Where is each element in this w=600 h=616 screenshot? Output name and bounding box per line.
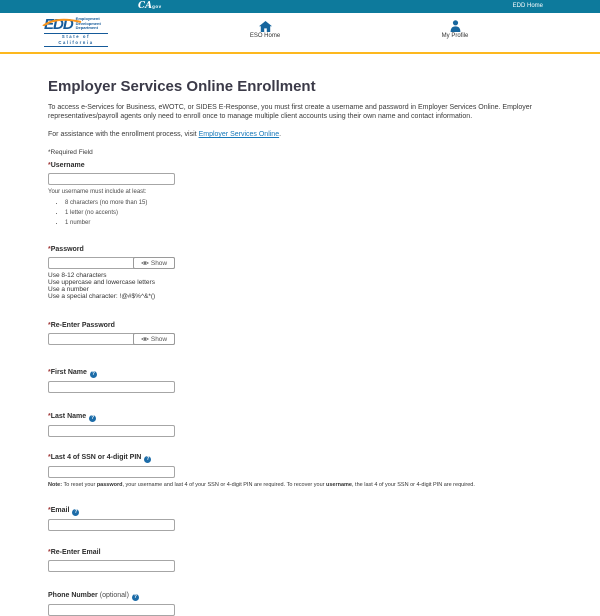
edd-logo-line2: Development <box>75 20 101 26</box>
phone-input[interactable] <box>48 604 175 616</box>
password-hint-line: Use uppercase and lowercase letters <box>48 279 155 286</box>
password-hint-line: Use 8-12 characters <box>48 272 107 279</box>
nav-eso-home[interactable] <box>240 19 290 39</box>
required-marker: * <box>48 548 51 556</box>
username-hint-item: • 1 number <box>65 220 556 226</box>
person-icon <box>430 19 480 31</box>
note-text: , your username and last 4 of your SSN or 4-digit PIN are required. To recover your <box>122 482 326 488</box>
first-name-group <box>48 369 556 393</box>
help-icon[interactable]: ? <box>146 456 150 462</box>
note-text: To reset your <box>62 482 97 488</box>
ca-gov-logo-sub: gov <box>152 4 162 9</box>
last-name-group <box>48 413 556 437</box>
required-marker: * <box>48 246 51 253</box>
phone-optional-text: (optional) <box>99 591 129 599</box>
reenter-email-label <box>48 549 556 557</box>
email-label <box>48 507 556 516</box>
required-marker: * <box>48 369 51 376</box>
ssn-pin-label-text: Last 4 of SSN or 4-digit PIN <box>50 454 142 461</box>
note-bold: Note: <box>48 482 63 488</box>
help-icon[interactable]: ? <box>133 593 137 600</box>
required-marker: * <box>48 454 51 461</box>
last-name-label <box>48 413 556 422</box>
page-title: Employer Services Online Enrollment <box>48 78 316 95</box>
first-name-input[interactable] <box>48 381 175 393</box>
help-icon[interactable]: ? <box>91 371 95 377</box>
home-icon <box>240 19 290 31</box>
username-hint-item: • 8 characters (no more than 15) <box>65 200 556 206</box>
password-hints <box>48 272 556 300</box>
edd-logo-line1: Employment <box>75 16 100 21</box>
utility-bar <box>0 0 600 13</box>
username-hint-item: • 1 letter (no accents) <box>65 210 556 216</box>
employer-services-online-link[interactable]: Employer Services Online <box>198 131 280 138</box>
note-text: , the last 4 of your SSN or 4-digit PIN are required. <box>352 482 475 488</box>
username-hint-intro: Your username must include at least: <box>48 189 147 195</box>
password-hint-line: Use a number <box>48 286 89 293</box>
password-hint-line: Use a special character: !@#$%^&*() <box>48 293 156 300</box>
ssn-pin-group <box>48 454 556 489</box>
intro-paragraph: To access e-Services for Business, eWOTC, or SIDES E-Response, you must first create a username and password in Employer Services Online. Employer representatives/payroll agents only need to enroll once to manage multiple client accounts using their own name and contact information. <box>48 104 532 120</box>
email-group <box>48 507 556 531</box>
help-icon[interactable]: ? <box>74 508 78 515</box>
reenter-password-label <box>48 322 556 330</box>
reenter-email-label-text: Re-Enter Email <box>50 548 101 556</box>
assistance-suffix: . <box>279 131 282 138</box>
password-show-button[interactable] <box>133 257 175 269</box>
assistance-line <box>48 130 556 139</box>
reenter-password-label-text: Re-Enter Password <box>50 322 115 329</box>
ssn-pin-label <box>48 454 556 463</box>
reenter-email-input[interactable] <box>48 560 175 572</box>
note-bold: password <box>96 482 123 488</box>
username-label <box>48 162 556 170</box>
enrollment-form-page <box>48 54 556 616</box>
ssn-pin-note <box>48 482 556 489</box>
username-group <box>48 162 556 226</box>
edd-home-link[interactable]: EDD Home <box>512 3 543 9</box>
nav-my-profile-label: My Profile <box>441 33 469 39</box>
ca-gov-logo-text: CA <box>138 1 153 11</box>
last-name-label-text: Last Name <box>50 413 87 420</box>
help-icon[interactable]: ? <box>91 415 95 421</box>
phone-label <box>48 592 556 601</box>
required-marker: * <box>48 413 51 420</box>
main-header <box>0 13 600 52</box>
nav-my-profile[interactable] <box>430 19 480 39</box>
edd-logo-swoosh-icon <box>42 13 82 31</box>
username-label-text: Username <box>50 162 85 169</box>
edd-logo-line3: Department <box>75 25 98 31</box>
password-label <box>48 246 556 254</box>
first-name-label-text: First Name <box>50 369 87 376</box>
email-label-text: Email <box>50 506 70 514</box>
reenter-password-group <box>48 322 556 345</box>
ca-gov-logo[interactable] <box>138 0 162 13</box>
required-marker: * <box>48 162 51 169</box>
nav-eso-home-label: ESO Home <box>249 33 281 39</box>
username-hint-list <box>48 200 556 226</box>
eye-icon <box>141 336 149 342</box>
ssn-pin-input[interactable] <box>48 466 175 478</box>
username-input[interactable] <box>48 173 175 185</box>
required-marker: * <box>48 506 51 514</box>
edd-logo-acronym: EDD <box>44 15 73 33</box>
assistance-prefix: For assistance with the enrollment process, visit <box>48 131 199 138</box>
required-marker: * <box>48 322 51 329</box>
last-name-input[interactable] <box>48 425 175 437</box>
password-label-text: Password <box>50 246 84 253</box>
password-group <box>48 246 556 300</box>
required-field-note: *Required Field <box>48 149 93 156</box>
email-input[interactable] <box>48 519 175 531</box>
reenter-password-show-button[interactable] <box>133 333 175 345</box>
edd-logo[interactable] <box>44 17 108 47</box>
note-bold: username <box>326 482 352 488</box>
edd-logo-tagline: State of California <box>44 33 108 47</box>
first-name-label <box>48 369 556 378</box>
eye-icon <box>141 260 149 266</box>
phone-group <box>48 592 556 616</box>
show-button-label: Show <box>150 335 168 343</box>
reenter-email-group <box>48 549 556 572</box>
phone-label-text: Phone Number <box>48 591 98 599</box>
show-button-label: Show <box>150 259 168 267</box>
